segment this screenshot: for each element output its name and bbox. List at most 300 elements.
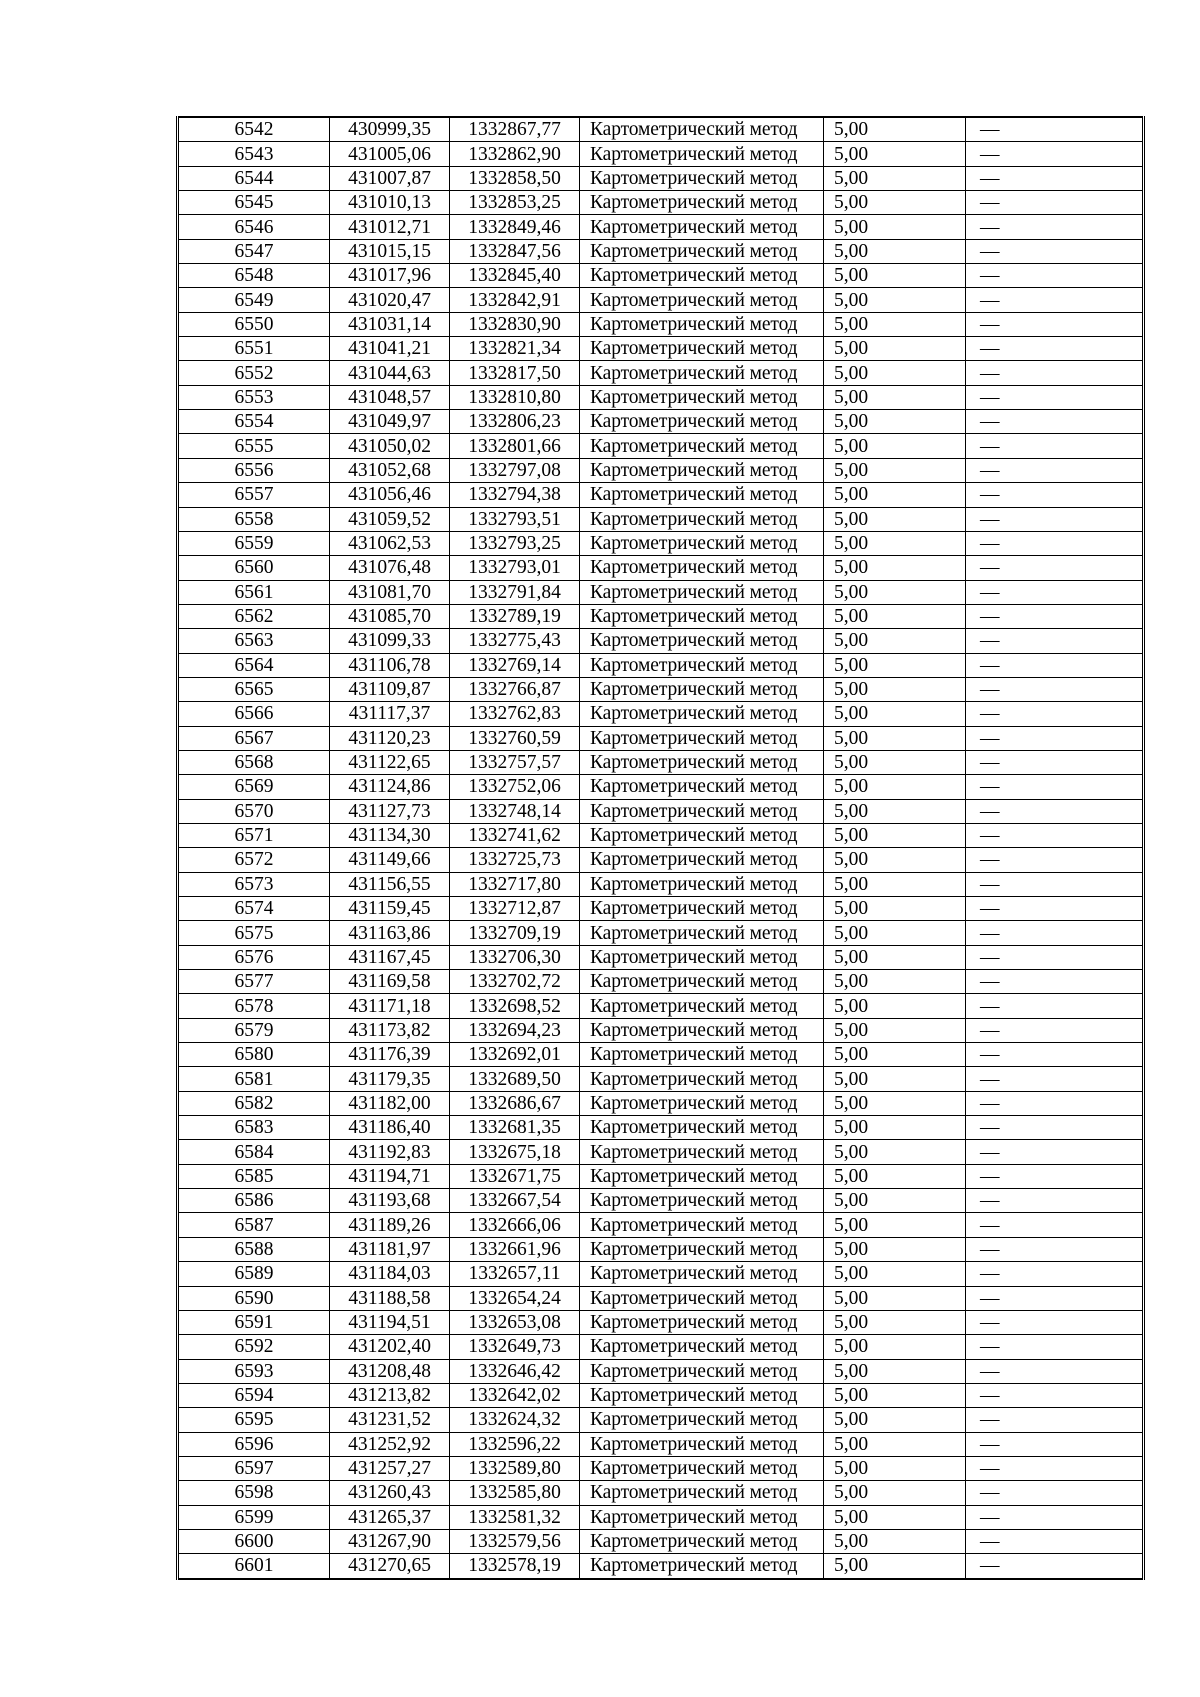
table-row bbox=[178, 945, 1144, 969]
description-cell: — bbox=[966, 702, 1144, 726]
point-number-cell: 6547 bbox=[178, 239, 330, 263]
point-number-cell: 6545 bbox=[178, 191, 330, 215]
y-coordinate-cell: 1332769,14 bbox=[450, 653, 580, 677]
point-number-cell: 6579 bbox=[178, 1018, 330, 1042]
method-cell: Картометрический метод bbox=[580, 1043, 824, 1067]
accuracy-cell: 5,00 bbox=[824, 531, 966, 555]
point-number-cell: 6582 bbox=[178, 1091, 330, 1115]
method-cell: Картометрический метод bbox=[580, 1529, 824, 1553]
accuracy-cell: 5,00 bbox=[824, 239, 966, 263]
method-cell: Картометрический метод bbox=[580, 1116, 824, 1140]
method-cell: Картометрический метод bbox=[580, 458, 824, 482]
x-coordinate-cell: 431192,83 bbox=[330, 1140, 450, 1164]
x-coordinate-cell: 431044,63 bbox=[330, 361, 450, 385]
point-number-cell: 6560 bbox=[178, 556, 330, 580]
point-number-cell: 6581 bbox=[178, 1067, 330, 1091]
x-coordinate-cell: 431179,35 bbox=[330, 1067, 450, 1091]
point-number-cell: 6576 bbox=[178, 945, 330, 969]
method-cell: Картометрический метод bbox=[580, 483, 824, 507]
accuracy-cell: 5,00 bbox=[824, 1067, 966, 1091]
description-cell: — bbox=[966, 945, 1144, 969]
table-row bbox=[178, 1189, 1144, 1213]
x-coordinate-cell: 431159,45 bbox=[330, 897, 450, 921]
y-coordinate-cell: 1332585,80 bbox=[450, 1481, 580, 1505]
x-coordinate-cell: 431017,96 bbox=[330, 264, 450, 288]
table-row bbox=[178, 1262, 1144, 1286]
accuracy-cell: 5,00 bbox=[824, 702, 966, 726]
point-number-cell: 6554 bbox=[178, 410, 330, 434]
table-row bbox=[178, 458, 1144, 482]
description-cell: — bbox=[966, 1383, 1144, 1407]
description-cell: — bbox=[966, 1116, 1144, 1140]
table-row bbox=[178, 897, 1144, 921]
table-row bbox=[178, 1286, 1144, 1310]
point-number-cell: 6589 bbox=[178, 1262, 330, 1286]
table-row bbox=[178, 677, 1144, 701]
point-number-cell: 6543 bbox=[178, 142, 330, 166]
y-coordinate-cell: 1332654,24 bbox=[450, 1286, 580, 1310]
y-coordinate-cell: 1332845,40 bbox=[450, 264, 580, 288]
y-coordinate-cell: 1332793,01 bbox=[450, 556, 580, 580]
x-coordinate-cell: 431122,65 bbox=[330, 750, 450, 774]
accuracy-cell: 5,00 bbox=[824, 945, 966, 969]
description-cell: — bbox=[966, 410, 1144, 434]
method-cell: Картометрический метод bbox=[580, 726, 824, 750]
description-cell: — bbox=[966, 434, 1144, 458]
x-coordinate-cell: 431267,90 bbox=[330, 1529, 450, 1553]
x-coordinate-cell: 431194,51 bbox=[330, 1310, 450, 1334]
point-number-cell: 6578 bbox=[178, 994, 330, 1018]
accuracy-cell: 5,00 bbox=[824, 434, 966, 458]
table-row bbox=[178, 1505, 1144, 1529]
accuracy-cell: 5,00 bbox=[824, 1335, 966, 1359]
method-cell: Картометрический метод bbox=[580, 1456, 824, 1480]
table-row bbox=[178, 629, 1144, 653]
y-coordinate-cell: 1332858,50 bbox=[450, 166, 580, 190]
description-cell: — bbox=[966, 1481, 1144, 1505]
x-coordinate-cell: 431062,53 bbox=[330, 531, 450, 555]
description-cell: — bbox=[966, 1262, 1144, 1286]
description-cell: — bbox=[966, 653, 1144, 677]
description-cell: — bbox=[966, 799, 1144, 823]
table-row bbox=[178, 264, 1144, 288]
x-coordinate-cell: 431048,57 bbox=[330, 385, 450, 409]
accuracy-cell: 5,00 bbox=[824, 1237, 966, 1261]
y-coordinate-cell: 1332793,25 bbox=[450, 531, 580, 555]
table-row bbox=[178, 1359, 1144, 1383]
method-cell: Картометрический метод bbox=[580, 1408, 824, 1432]
description-cell: — bbox=[966, 1018, 1144, 1042]
x-coordinate-cell: 431041,21 bbox=[330, 337, 450, 361]
point-number-cell: 6600 bbox=[178, 1529, 330, 1553]
description-cell: — bbox=[966, 872, 1144, 896]
x-coordinate-cell: 431134,30 bbox=[330, 823, 450, 847]
accuracy-cell: 5,00 bbox=[824, 1359, 966, 1383]
accuracy-cell: 5,00 bbox=[824, 775, 966, 799]
method-cell: Картометрический метод bbox=[580, 361, 824, 385]
point-number-cell: 6563 bbox=[178, 629, 330, 653]
description-cell: — bbox=[966, 458, 1144, 482]
description-cell: — bbox=[966, 264, 1144, 288]
accuracy-cell: 5,00 bbox=[824, 1018, 966, 1042]
x-coordinate-cell: 431186,40 bbox=[330, 1116, 450, 1140]
accuracy-cell: 5,00 bbox=[824, 288, 966, 312]
table-row bbox=[178, 142, 1144, 166]
point-number-cell: 6542 bbox=[178, 117, 330, 142]
y-coordinate-cell: 1332789,19 bbox=[450, 604, 580, 628]
y-coordinate-cell: 1332667,54 bbox=[450, 1189, 580, 1213]
description-cell: — bbox=[966, 1310, 1144, 1334]
method-cell: Картометрический метод bbox=[580, 1286, 824, 1310]
table-row bbox=[178, 1140, 1144, 1164]
y-coordinate-cell: 1332706,30 bbox=[450, 945, 580, 969]
point-number-cell: 6556 bbox=[178, 458, 330, 482]
point-number-cell: 6570 bbox=[178, 799, 330, 823]
description-cell: — bbox=[966, 1286, 1144, 1310]
accuracy-cell: 5,00 bbox=[824, 653, 966, 677]
description-cell: — bbox=[966, 361, 1144, 385]
table-row bbox=[178, 531, 1144, 555]
description-cell: — bbox=[966, 531, 1144, 555]
accuracy-cell: 5,00 bbox=[824, 1213, 966, 1237]
method-cell: Картометрический метод bbox=[580, 897, 824, 921]
x-coordinate-cell: 431010,13 bbox=[330, 191, 450, 215]
point-number-cell: 6557 bbox=[178, 483, 330, 507]
x-coordinate-cell: 431007,87 bbox=[330, 166, 450, 190]
table-row bbox=[178, 702, 1144, 726]
x-coordinate-cell: 431257,27 bbox=[330, 1456, 450, 1480]
description-cell: — bbox=[966, 1529, 1144, 1553]
x-coordinate-cell: 431012,71 bbox=[330, 215, 450, 239]
accuracy-cell: 5,00 bbox=[824, 1505, 966, 1529]
table-row bbox=[178, 994, 1144, 1018]
method-cell: Картометрический метод bbox=[580, 823, 824, 847]
table-row bbox=[178, 1481, 1144, 1505]
accuracy-cell: 5,00 bbox=[824, 1529, 966, 1553]
table-row bbox=[178, 1164, 1144, 1188]
y-coordinate-cell: 1332752,06 bbox=[450, 775, 580, 799]
x-coordinate-cell: 431031,14 bbox=[330, 312, 450, 336]
y-coordinate-cell: 1332806,23 bbox=[450, 410, 580, 434]
point-number-cell: 6544 bbox=[178, 166, 330, 190]
description-cell: — bbox=[966, 1432, 1144, 1456]
method-cell: Картометрический метод bbox=[580, 166, 824, 190]
table-row bbox=[178, 361, 1144, 385]
x-coordinate-cell: 431127,73 bbox=[330, 799, 450, 823]
point-number-cell: 6597 bbox=[178, 1456, 330, 1480]
accuracy-cell: 5,00 bbox=[824, 385, 966, 409]
accuracy-cell: 5,00 bbox=[824, 312, 966, 336]
method-cell: Картометрический метод bbox=[580, 580, 824, 604]
point-number-cell: 6594 bbox=[178, 1383, 330, 1407]
y-coordinate-cell: 1332797,08 bbox=[450, 458, 580, 482]
accuracy-cell: 5,00 bbox=[824, 1286, 966, 1310]
x-coordinate-cell: 431231,52 bbox=[330, 1408, 450, 1432]
x-coordinate-cell: 431056,46 bbox=[330, 483, 450, 507]
y-coordinate-cell: 1332867,77 bbox=[450, 117, 580, 142]
table-row bbox=[178, 1383, 1144, 1407]
y-coordinate-cell: 1332862,90 bbox=[450, 142, 580, 166]
accuracy-cell: 5,00 bbox=[824, 1432, 966, 1456]
y-coordinate-cell: 1332686,67 bbox=[450, 1091, 580, 1115]
method-cell: Картометрический метод bbox=[580, 1481, 824, 1505]
description-cell: — bbox=[966, 848, 1144, 872]
table-row bbox=[178, 1067, 1144, 1091]
x-coordinate-cell: 431106,78 bbox=[330, 653, 450, 677]
x-coordinate-cell: 431169,58 bbox=[330, 970, 450, 994]
method-cell: Картометрический метод bbox=[580, 604, 824, 628]
accuracy-cell: 5,00 bbox=[824, 897, 966, 921]
table-row bbox=[178, 312, 1144, 336]
x-coordinate-cell: 431252,92 bbox=[330, 1432, 450, 1456]
accuracy-cell: 5,00 bbox=[824, 1481, 966, 1505]
table-row bbox=[178, 507, 1144, 531]
table-row bbox=[178, 604, 1144, 628]
table-row bbox=[178, 215, 1144, 239]
accuracy-cell: 5,00 bbox=[824, 1164, 966, 1188]
y-coordinate-cell: 1332578,19 bbox=[450, 1554, 580, 1579]
y-coordinate-cell: 1332725,73 bbox=[450, 848, 580, 872]
method-cell: Картометрический метод bbox=[580, 1189, 824, 1213]
description-cell: — bbox=[966, 1213, 1144, 1237]
accuracy-cell: 5,00 bbox=[824, 410, 966, 434]
method-cell: Картометрический метод bbox=[580, 1335, 824, 1359]
y-coordinate-cell: 1332793,51 bbox=[450, 507, 580, 531]
table-row bbox=[178, 1554, 1144, 1579]
y-coordinate-cell: 1332671,75 bbox=[450, 1164, 580, 1188]
accuracy-cell: 5,00 bbox=[824, 483, 966, 507]
method-cell: Картометрический метод bbox=[580, 1505, 824, 1529]
table-row bbox=[178, 1213, 1144, 1237]
method-cell: Картометрический метод bbox=[580, 1554, 824, 1579]
x-coordinate-cell: 431173,82 bbox=[330, 1018, 450, 1042]
y-coordinate-cell: 1332624,32 bbox=[450, 1408, 580, 1432]
table-row bbox=[178, 385, 1144, 409]
x-coordinate-cell: 431182,00 bbox=[330, 1091, 450, 1115]
table-row bbox=[178, 1116, 1144, 1140]
accuracy-cell: 5,00 bbox=[824, 337, 966, 361]
y-coordinate-cell: 1332712,87 bbox=[450, 897, 580, 921]
x-coordinate-cell: 431059,52 bbox=[330, 507, 450, 531]
x-coordinate-cell: 431167,45 bbox=[330, 945, 450, 969]
y-coordinate-cell: 1332717,80 bbox=[450, 872, 580, 896]
y-coordinate-cell: 1332581,32 bbox=[450, 1505, 580, 1529]
point-number-cell: 6553 bbox=[178, 385, 330, 409]
method-cell: Картометрический метод bbox=[580, 775, 824, 799]
y-coordinate-cell: 1332675,18 bbox=[450, 1140, 580, 1164]
point-number-cell: 6548 bbox=[178, 264, 330, 288]
method-cell: Картометрический метод bbox=[580, 1164, 824, 1188]
accuracy-cell: 5,00 bbox=[824, 799, 966, 823]
description-cell: — bbox=[966, 775, 1144, 799]
table-row bbox=[178, 775, 1144, 799]
table-row bbox=[178, 556, 1144, 580]
description-cell: — bbox=[966, 1335, 1144, 1359]
table-row bbox=[178, 580, 1144, 604]
point-number-cell: 6590 bbox=[178, 1286, 330, 1310]
description-cell: — bbox=[966, 677, 1144, 701]
table-row bbox=[178, 823, 1144, 847]
y-coordinate-cell: 1332757,57 bbox=[450, 750, 580, 774]
table-row bbox=[178, 1091, 1144, 1115]
accuracy-cell: 5,00 bbox=[824, 872, 966, 896]
accuracy-cell: 5,00 bbox=[824, 629, 966, 653]
description-cell: — bbox=[966, 239, 1144, 263]
y-coordinate-cell: 1332646,42 bbox=[450, 1359, 580, 1383]
description-cell: — bbox=[966, 604, 1144, 628]
x-coordinate-cell: 431099,33 bbox=[330, 629, 450, 653]
description-cell: — bbox=[966, 166, 1144, 190]
description-cell: — bbox=[966, 142, 1144, 166]
table-row bbox=[178, 239, 1144, 263]
y-coordinate-cell: 1332849,46 bbox=[450, 215, 580, 239]
method-cell: Картометрический метод bbox=[580, 288, 824, 312]
description-cell: — bbox=[966, 483, 1144, 507]
y-coordinate-cell: 1332842,91 bbox=[450, 288, 580, 312]
point-number-cell: 6584 bbox=[178, 1140, 330, 1164]
y-coordinate-cell: 1332817,50 bbox=[450, 361, 580, 385]
description-cell: — bbox=[966, 215, 1144, 239]
x-coordinate-cell: 431202,40 bbox=[330, 1335, 450, 1359]
accuracy-cell: 5,00 bbox=[824, 1262, 966, 1286]
accuracy-cell: 5,00 bbox=[824, 970, 966, 994]
y-coordinate-cell: 1332698,52 bbox=[450, 994, 580, 1018]
description-cell: — bbox=[966, 312, 1144, 336]
point-number-cell: 6601 bbox=[178, 1554, 330, 1579]
table-row bbox=[178, 1432, 1144, 1456]
method-cell: Картометрический метод bbox=[580, 1310, 824, 1334]
point-number-cell: 6583 bbox=[178, 1116, 330, 1140]
method-cell: Картометрический метод bbox=[580, 799, 824, 823]
table-row bbox=[178, 1529, 1144, 1553]
point-number-cell: 6546 bbox=[178, 215, 330, 239]
accuracy-cell: 5,00 bbox=[824, 848, 966, 872]
method-cell: Картометрический метод bbox=[580, 385, 824, 409]
method-cell: Картометрический метод bbox=[580, 970, 824, 994]
accuracy-cell: 5,00 bbox=[824, 191, 966, 215]
method-cell: Картометрический метод bbox=[580, 1359, 824, 1383]
table-row bbox=[178, 1335, 1144, 1359]
method-cell: Картометрический метод bbox=[580, 848, 824, 872]
point-number-cell: 6569 bbox=[178, 775, 330, 799]
description-cell: — bbox=[966, 1456, 1144, 1480]
point-number-cell: 6574 bbox=[178, 897, 330, 921]
table-row bbox=[178, 653, 1144, 677]
method-cell: Картометрический метод bbox=[580, 434, 824, 458]
point-number-cell: 6562 bbox=[178, 604, 330, 628]
table-row bbox=[178, 1043, 1144, 1067]
accuracy-cell: 5,00 bbox=[824, 1091, 966, 1115]
point-number-cell: 6559 bbox=[178, 531, 330, 555]
coordinates-table bbox=[176, 116, 1145, 1580]
point-number-cell: 6558 bbox=[178, 507, 330, 531]
accuracy-cell: 5,00 bbox=[824, 580, 966, 604]
method-cell: Картометрический метод bbox=[580, 215, 824, 239]
description-cell: — bbox=[966, 823, 1144, 847]
y-coordinate-cell: 1332741,62 bbox=[450, 823, 580, 847]
table-row bbox=[178, 166, 1144, 190]
description-cell: — bbox=[966, 994, 1144, 1018]
point-number-cell: 6573 bbox=[178, 872, 330, 896]
table-row bbox=[178, 288, 1144, 312]
accuracy-cell: 5,00 bbox=[824, 1043, 966, 1067]
method-cell: Картометрический метод bbox=[580, 994, 824, 1018]
accuracy-cell: 5,00 bbox=[824, 215, 966, 239]
accuracy-cell: 5,00 bbox=[824, 1408, 966, 1432]
y-coordinate-cell: 1332657,11 bbox=[450, 1262, 580, 1286]
y-coordinate-cell: 1332579,56 bbox=[450, 1529, 580, 1553]
method-cell: Картометрический метод bbox=[580, 702, 824, 726]
point-number-cell: 6593 bbox=[178, 1359, 330, 1383]
table-row bbox=[178, 337, 1144, 361]
y-coordinate-cell: 1332702,72 bbox=[450, 970, 580, 994]
x-coordinate-cell: 431260,43 bbox=[330, 1481, 450, 1505]
description-cell: — bbox=[966, 1554, 1144, 1579]
y-coordinate-cell: 1332709,19 bbox=[450, 921, 580, 945]
y-coordinate-cell: 1332649,73 bbox=[450, 1335, 580, 1359]
point-number-cell: 6592 bbox=[178, 1335, 330, 1359]
description-cell: — bbox=[966, 1189, 1144, 1213]
accuracy-cell: 5,00 bbox=[824, 458, 966, 482]
description-cell: — bbox=[966, 750, 1144, 774]
x-coordinate-cell: 431189,26 bbox=[330, 1213, 450, 1237]
y-coordinate-cell: 1332694,23 bbox=[450, 1018, 580, 1042]
y-coordinate-cell: 1332661,96 bbox=[450, 1237, 580, 1261]
x-coordinate-cell: 431020,47 bbox=[330, 288, 450, 312]
accuracy-cell: 5,00 bbox=[824, 1116, 966, 1140]
description-cell: — bbox=[966, 629, 1144, 653]
y-coordinate-cell: 1332589,80 bbox=[450, 1456, 580, 1480]
point-number-cell: 6572 bbox=[178, 848, 330, 872]
x-coordinate-cell: 430999,35 bbox=[330, 117, 450, 142]
method-cell: Картометрический метод bbox=[580, 1432, 824, 1456]
y-coordinate-cell: 1332775,43 bbox=[450, 629, 580, 653]
description-cell: — bbox=[966, 580, 1144, 604]
x-coordinate-cell: 431213,82 bbox=[330, 1383, 450, 1407]
y-coordinate-cell: 1332653,08 bbox=[450, 1310, 580, 1334]
method-cell: Картометрический метод bbox=[580, 1140, 824, 1164]
method-cell: Картометрический метод bbox=[580, 629, 824, 653]
x-coordinate-cell: 431176,39 bbox=[330, 1043, 450, 1067]
y-coordinate-cell: 1332830,90 bbox=[450, 312, 580, 336]
point-number-cell: 6561 bbox=[178, 580, 330, 604]
x-coordinate-cell: 431171,18 bbox=[330, 994, 450, 1018]
point-number-cell: 6552 bbox=[178, 361, 330, 385]
point-number-cell: 6587 bbox=[178, 1213, 330, 1237]
x-coordinate-cell: 431120,23 bbox=[330, 726, 450, 750]
accuracy-cell: 5,00 bbox=[824, 264, 966, 288]
description-cell: — bbox=[966, 1164, 1144, 1188]
table-row bbox=[178, 970, 1144, 994]
x-coordinate-cell: 431188,58 bbox=[330, 1286, 450, 1310]
method-cell: Картометрический метод bbox=[580, 142, 824, 166]
y-coordinate-cell: 1332766,87 bbox=[450, 677, 580, 701]
method-cell: Картометрический метод bbox=[580, 1383, 824, 1407]
x-coordinate-cell: 431194,71 bbox=[330, 1164, 450, 1188]
accuracy-cell: 5,00 bbox=[824, 1189, 966, 1213]
method-cell: Картометрический метод bbox=[580, 1237, 824, 1261]
x-coordinate-cell: 431117,37 bbox=[330, 702, 450, 726]
table-row bbox=[178, 799, 1144, 823]
point-number-cell: 6596 bbox=[178, 1432, 330, 1456]
table-row bbox=[178, 434, 1144, 458]
accuracy-cell: 5,00 bbox=[824, 1456, 966, 1480]
point-number-cell: 6599 bbox=[178, 1505, 330, 1529]
table-row bbox=[178, 848, 1144, 872]
description-cell: — bbox=[966, 1408, 1144, 1432]
point-number-cell: 6549 bbox=[178, 288, 330, 312]
method-cell: Картометрический метод bbox=[580, 1213, 824, 1237]
